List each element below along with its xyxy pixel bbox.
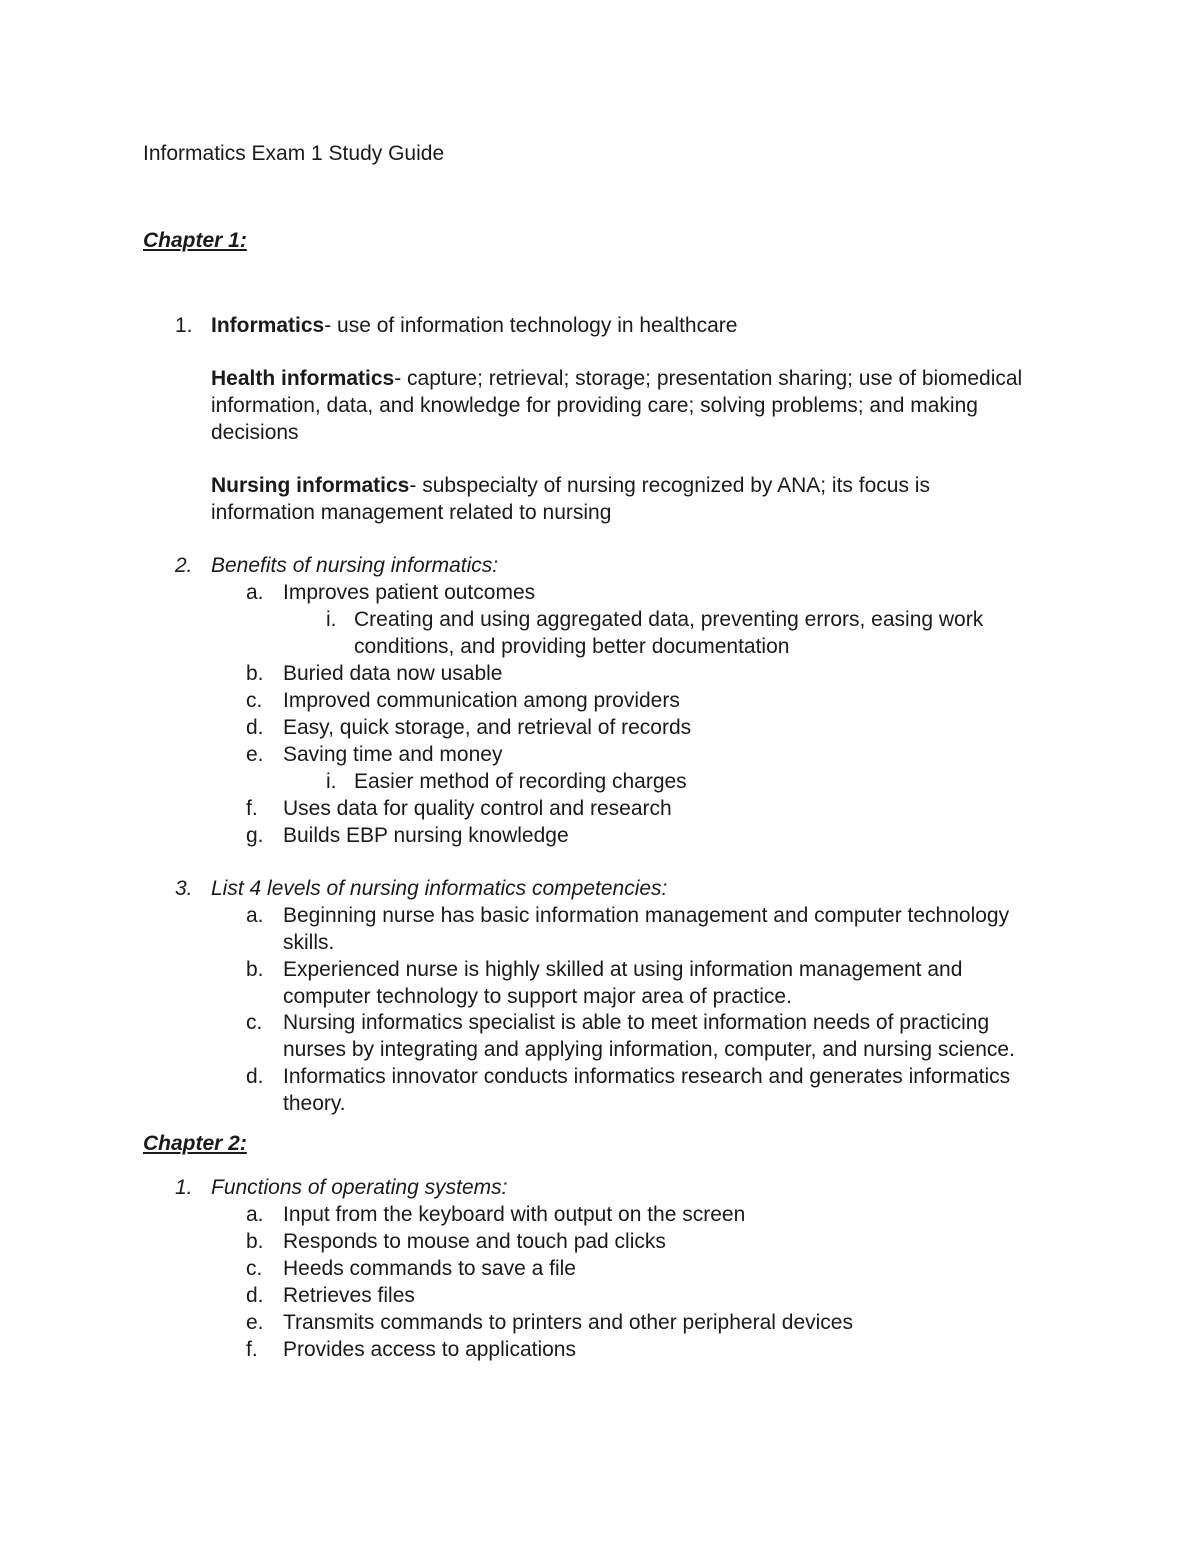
definition-health-informatics [211, 365, 1061, 446]
list-marker: i. [326, 608, 337, 631]
list-item: Saving time and money [283, 743, 503, 766]
list-item: Provides access to applications [283, 1338, 576, 1361]
list-marker: i. [326, 770, 337, 793]
definition-nursing-informatics [211, 472, 991, 526]
q2-number: 2. [175, 554, 193, 577]
list-marker: a. [246, 1203, 264, 1226]
ch2-q1-number: 1. [175, 1176, 193, 1199]
list-item: Retrieves files [283, 1284, 415, 1307]
list-item: Informatics innovator conducts informatics research and generates informatics theory. [283, 1065, 1011, 1115]
list-marker: c. [246, 1257, 263, 1280]
list-marker: c. [246, 689, 263, 712]
q3-heading: List 4 levels of nursing informatics competencies: [211, 877, 668, 900]
list-marker: e. [246, 743, 264, 766]
list-marker: f. [246, 797, 258, 820]
list-item: Uses data for quality control and research [283, 797, 672, 820]
q1-number: 1. [175, 314, 193, 337]
list-marker: f. [246, 1338, 258, 1361]
list-item: Beginning nurse has basic information management and computer technology skills. [283, 904, 1010, 954]
list-item: Builds EBP nursing knowledge [283, 824, 569, 847]
list-marker: a. [246, 904, 264, 927]
chapter-2-heading: Chapter 2: [143, 1132, 247, 1155]
list-marker: d. [246, 1065, 264, 1088]
list-item: Transmits commands to printers and other peripheral devices [283, 1311, 853, 1334]
list-item: Easier method of recording charges [354, 770, 687, 793]
def-nursing-informatics: - subspecialty of nursing recognized by ANA; its focus is information management related to nursing [211, 474, 930, 524]
term-informatics: Informatics [211, 314, 325, 337]
list-marker: e. [246, 1311, 264, 1334]
list-item: Nursing informatics specialist is able to meet information needs of practicing nurses by integrating and applying information, computer, and nursing science. [283, 1011, 1015, 1061]
list-item: Easy, quick storage, and retrieval of records [283, 716, 692, 739]
list-item: Responds to mouse and touch pad clicks [283, 1230, 666, 1253]
list-item: Input from the keyboard with output on the screen [283, 1203, 746, 1226]
list-item: Heeds commands to save a file [283, 1257, 576, 1280]
list-item: Creating and using aggregated data, preventing errors, easing work conditions, and providing better documentation [354, 608, 984, 658]
q3-number: 3. [175, 877, 193, 900]
list-item: Improves patient outcomes [283, 581, 536, 604]
list-marker: d. [246, 716, 264, 739]
document-title: Informatics Exam 1 Study Guide [143, 142, 445, 165]
list-marker: d. [246, 1284, 264, 1307]
list-marker: c. [246, 1011, 263, 1034]
list-marker: b. [246, 958, 264, 981]
list-item: Buried data now usable [283, 662, 503, 685]
def-informatics: - use of information technology in healthcare [324, 314, 738, 337]
def-health-informatics: - capture; retrieval; storage; presentation sharing; use of biomedical information, data, and knowledge for providing care; solving problems; and making decisions [211, 367, 1023, 444]
q2-heading: Benefits of nursing informatics: [211, 554, 499, 577]
term-nursing-informatics: Nursing informatics [211, 474, 410, 497]
list-item: Experienced nurse is highly skilled at using information management and computer technology to support major area of practice. [283, 958, 963, 1008]
ch2-q1-heading: Functions of operating systems: [211, 1176, 508, 1199]
definition-informatics [211, 312, 1091, 339]
term-health-informatics: Health informatics [211, 367, 395, 390]
list-marker: b. [246, 662, 264, 685]
list-marker: b. [246, 1230, 264, 1253]
list-item: Improved communication among providers [283, 689, 680, 712]
list-marker: g. [246, 824, 264, 847]
chapter-1-heading: Chapter 1: [143, 229, 247, 252]
list-marker: a. [246, 581, 264, 604]
